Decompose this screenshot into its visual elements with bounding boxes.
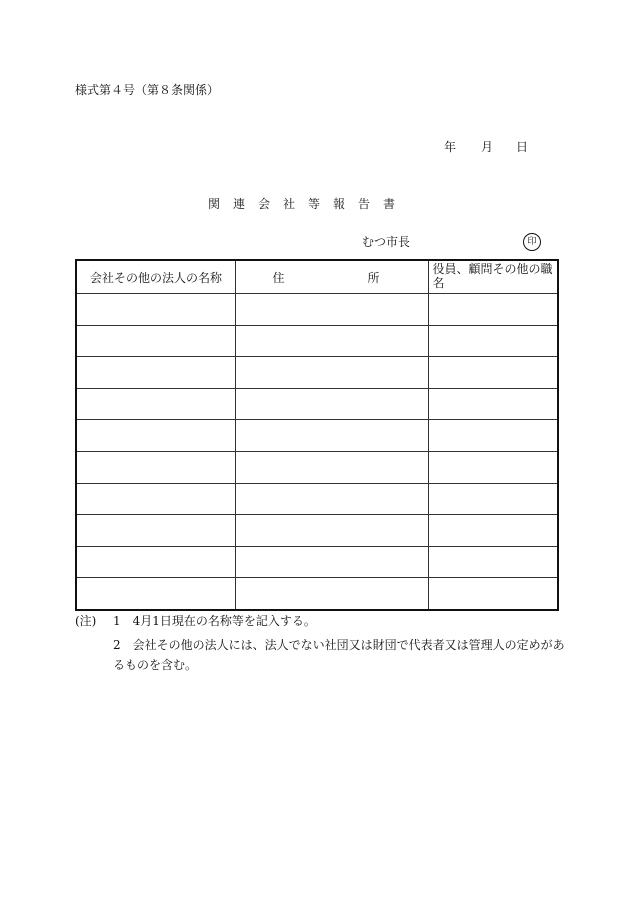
seal-mark: 印 <box>523 233 541 251</box>
table-cell <box>235 515 428 547</box>
table-cell <box>235 451 428 483</box>
report-table <box>75 259 559 611</box>
table-cell <box>428 578 558 610</box>
table-cell <box>235 578 428 610</box>
table-row <box>76 420 558 452</box>
table-cell <box>428 325 558 357</box>
table-row <box>76 357 558 389</box>
table-cell <box>76 294 235 326</box>
column-header-address-part1: 住 <box>272 270 285 285</box>
table-cell <box>428 357 558 389</box>
table-cell <box>76 546 235 578</box>
table-row <box>76 325 558 357</box>
table-row <box>76 388 558 420</box>
table-body <box>76 294 558 610</box>
table-cell <box>76 420 235 452</box>
table-cell <box>428 483 558 515</box>
table-header-row <box>76 260 558 294</box>
table-cell <box>76 357 235 389</box>
form-number: 様式第４号（第８条関係） <box>75 83 220 97</box>
date-month-label: 月 <box>481 140 494 154</box>
table-cell <box>428 388 558 420</box>
document-title: 関連会社等報告書 <box>208 197 409 211</box>
note-item-1: 1 4月1日現在の名称等を記入する。 <box>113 614 316 628</box>
table-row <box>76 515 558 547</box>
table-cell <box>235 357 428 389</box>
note-label: (注) <box>75 614 97 628</box>
table-row <box>76 546 558 578</box>
table-cell <box>235 546 428 578</box>
note-item-2: 2 会社その他の法人には、法人でない社団又は財団で代表者又は管理人の定めがあ <box>113 638 565 652</box>
table-row <box>76 578 558 610</box>
table-cell <box>76 325 235 357</box>
date-day-label: 日 <box>516 140 529 154</box>
table-row <box>76 451 558 483</box>
table-row <box>76 294 558 326</box>
column-header-company-name: 会社その他の法人の名称 <box>76 260 235 294</box>
table-cell <box>76 388 235 420</box>
table-cell <box>428 515 558 547</box>
date-year-label: 年 <box>444 140 457 154</box>
table-cell <box>76 483 235 515</box>
column-header-position: 役員、顧問その他の職名 <box>428 260 558 294</box>
table-row <box>76 483 558 515</box>
table-cell <box>235 420 428 452</box>
table-cell <box>235 325 428 357</box>
column-header-address-part2: 所 <box>367 270 380 285</box>
addressee: むつ市長 <box>362 235 411 249</box>
column-header-address <box>235 260 428 294</box>
note-item-2-continued: るものを含む。 <box>113 658 198 672</box>
table-cell <box>76 578 235 610</box>
table-cell <box>428 420 558 452</box>
table-cell <box>428 451 558 483</box>
table-cell <box>76 515 235 547</box>
table-cell <box>235 483 428 515</box>
table-cell <box>428 546 558 578</box>
table-cell <box>76 451 235 483</box>
table-cell <box>428 294 558 326</box>
table-cell <box>235 388 428 420</box>
table-cell <box>235 294 428 326</box>
